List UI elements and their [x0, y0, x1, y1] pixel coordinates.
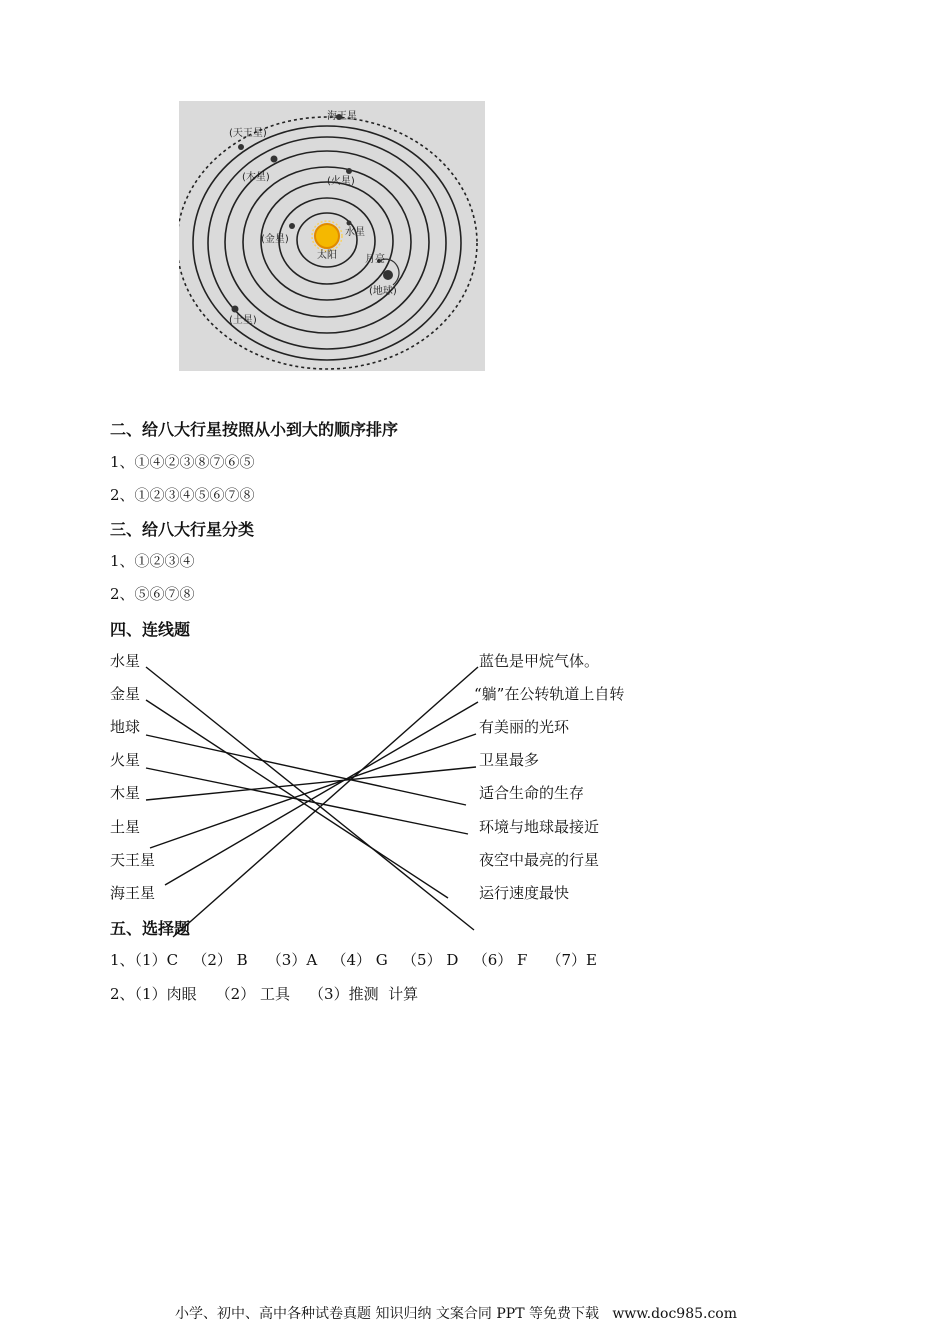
right-item-6: 环境与地球最接近 [479, 818, 600, 836]
match-line-mercury [146, 667, 474, 930]
left-item-neptune: 海王星 [110, 884, 156, 902]
match-line-mars [146, 768, 468, 834]
right-item-2: “躺”在公转轨道上自转 [474, 685, 625, 703]
section3-line-2: 2、⑤⑥⑦⑧ [110, 585, 195, 603]
left-item-mercury: 水星 [110, 652, 141, 670]
sun-label: 太阳 [317, 250, 337, 261]
left-item-venus: 金星 [110, 685, 141, 703]
right-item-4: 卫星最多 [479, 751, 540, 769]
left-item-uranus: 天王星 [110, 851, 156, 869]
section2-line-2: 2、①②③④⑤⑥⑦⑧ [110, 486, 255, 504]
page-footer: 小学、初中、高中各种试卷真题 知识归纳 文案合同 PPT 等免费下载 www.doc985.com [175, 1306, 738, 1322]
moon-label: 月亮 [365, 254, 385, 265]
right-item-5: 适合生命的生存 [479, 784, 585, 802]
section2-title: 二、给八大行星按照从小到大的顺序排序 [110, 420, 399, 439]
venus-label: (金星) [261, 234, 289, 245]
section4-title: 四、连线题 [110, 620, 191, 639]
left-item-jupiter: 木星 [110, 784, 141, 802]
mercury-label: 水星 [345, 227, 365, 238]
right-item-7: 夜空中最亮的行星 [479, 851, 600, 869]
uranus-label: (天王星) [229, 128, 267, 139]
earth-label: (地球) [369, 286, 397, 297]
left-item-saturn: 土星 [110, 818, 141, 836]
right-item-1: 蓝色是甲烷气体。 [479, 652, 600, 670]
section5-line-1: 1、（1）C （2） B （3）A （4） G （5） D （6） F （7）E [110, 951, 597, 969]
section3-line-1: 1、①②③④ [110, 552, 195, 570]
left-item-mars: 火星 [110, 751, 141, 769]
match-line-saturn [150, 734, 476, 848]
mars-label: (火星) [327, 176, 355, 187]
section3-title: 三、给八大行星分类 [110, 520, 255, 539]
right-item-3: 有美丽的光环 [479, 718, 570, 736]
section2-line-1: 1、①④②③⑧⑦⑥⑤ [110, 453, 255, 471]
saturn-label: (土星) [229, 315, 257, 326]
left-item-earth: 地球 [110, 718, 141, 736]
section5-line-2: 2、（1）肉眼 （2） 工具 （3）推测 计算 [110, 985, 419, 1003]
right-item-8: 运行速度最快 [479, 884, 570, 902]
neptune-label: 海王星 [327, 111, 357, 122]
match-line-jupiter [146, 767, 476, 800]
jupiter-label: (木星) [242, 172, 270, 183]
section5-title: 五、选择题 [110, 919, 191, 938]
